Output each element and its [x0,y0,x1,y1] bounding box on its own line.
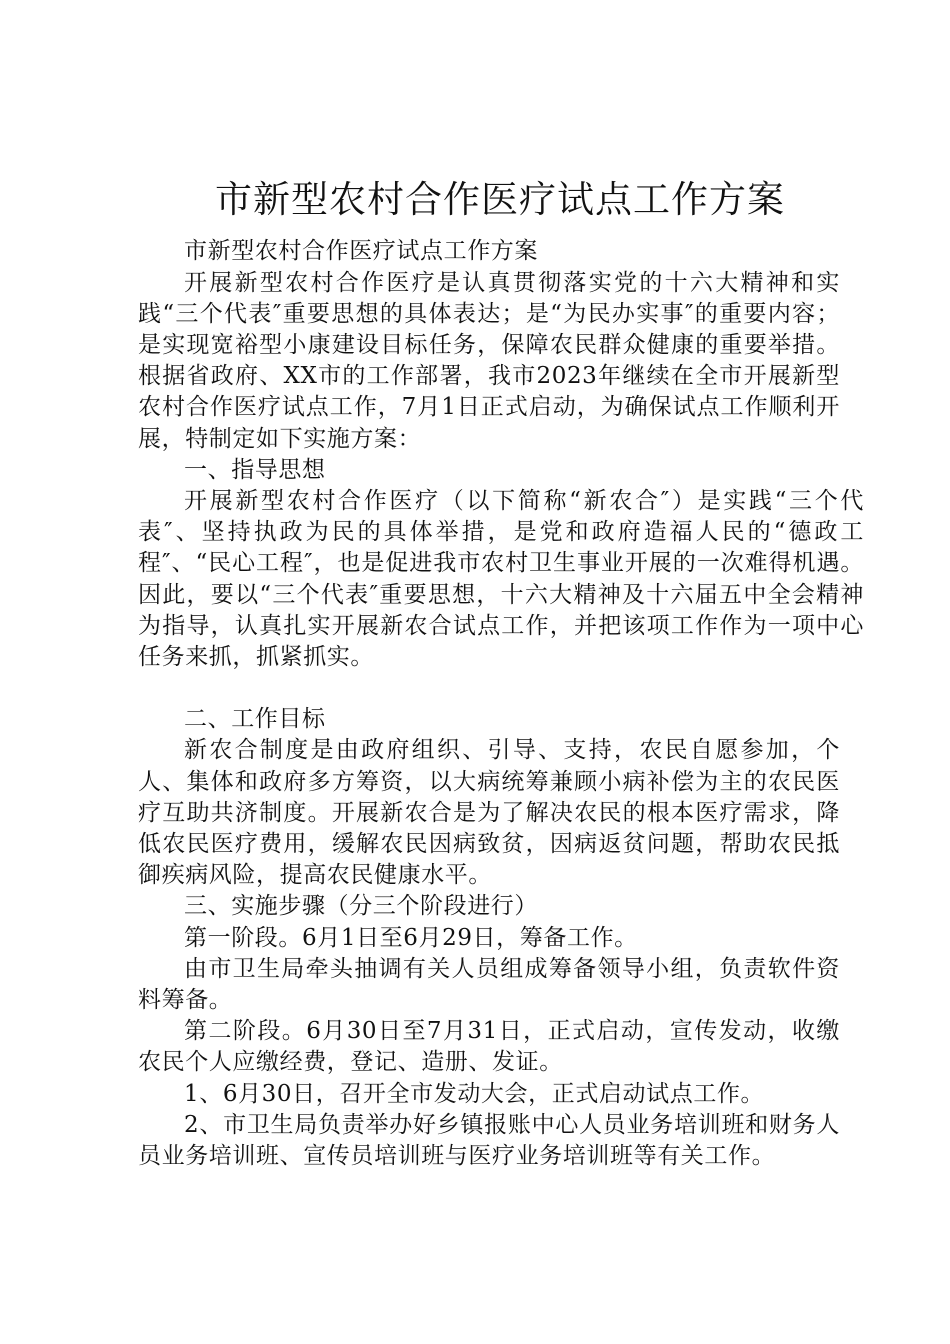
work-goals-paragraph: 新农合制度是由政府组织、引导、支持，农民自愿参加，个人、集体和政府多方筹资，以大病统筹兼顾小病补偿为主的农民医疗互助共济制度。开展新农合是为了解决农民的根本医疗需求，降低农民医疗费用，缓解农民因病致贫，因病返贫问题，帮助农民抵御疾病风险，提高农民健康水平。 [138,737,840,889]
phase-two-item-1: 1、6月30日，召开全市发动大会，正式启动试点工作。 [184,1080,765,1107]
document-title: 市新型农村合作医疗试点工作方案 [215,178,785,221]
document-body [138,236,864,1172]
section-heading-work-goals: 二、工作目标 [184,706,326,733]
section-heading-guiding-thought: 一、指导思想 [184,456,326,483]
phase-two-paragraph: 第二阶段。6月30日至7月31日，正式启动，宣传发动，收缴农民个人应缴经费，登记、造册、发证。 [138,1018,840,1076]
section-heading-implementation-steps: 三、实施步骤（分三个阶段进行） [184,893,538,920]
phase-one-paragraph: 第一阶段。6月1日至6月29日，筹备工作。 [184,924,638,951]
intro-paragraph: 开展新型农村合作医疗是认真贯彻落实党的十六大精神和实践“三个代表″重要思想的具体表达；是“为民办实事″的重要内容；是实现宽裕型小康建设目标任务，保障农民群众健康的重要举措。根据省政府、XX市的工作部署，我市2023年继续在全市开展新型农村合作医疗试点工作，7月1日正式启动，为确保试点工作顺利开展，特制定如下实施方案： [138,269,840,452]
guiding-thought-paragraph: 开展新型农村合作医疗（以下简称“新农合″）是实践“三个代表″、坚持执政为民的具体举措，是党和政府造福人民的“德政工程″、“民心工程″，也是促进我市农村卫生事业开展的一次难得机遇。因此，要以“三个代表″重要思想，十六大精神及十六届五中全会精神为指导，认真扎实开展新农合试点工作，并把该项工作作为一项中心任务来抓，抓紧抓实。 [138,488,864,671]
phase-one-detail-paragraph: 由市卫生局牵头抽调有关人员组成筹备领导小组，负责软件资料筹备。 [138,955,840,1014]
blank-line [138,673,840,704]
phase-two-item-2: 2、市卫生局负责举办好乡镇报账中心人员业务培训班和财务人员业务培训班、宣传员培训班与医疗业务培训班等有关工作。 [138,1111,840,1170]
subtitle-paragraph: 市新型农村合作医疗试点工作方案 [184,238,538,265]
